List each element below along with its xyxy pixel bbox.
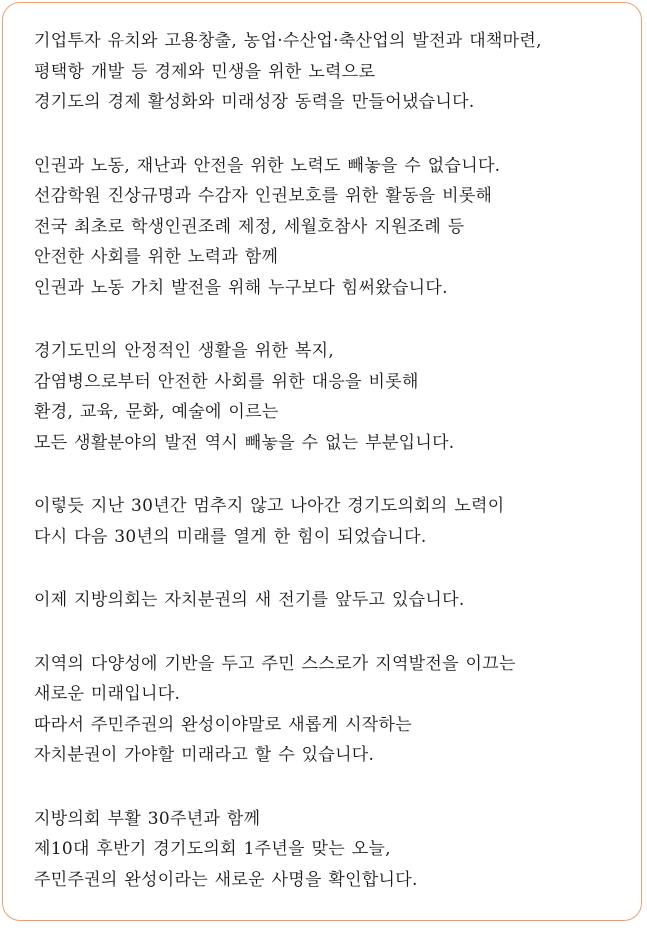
text-line: 경기도민의 안정적인 생활을 위한 복지,	[34, 341, 335, 361]
text-line: 지역의 다양성에 기반을 두고 주민 스스로가 지역발전을 이끄는	[34, 653, 516, 674]
text-line: 지방의회 부활 30주년과 함께	[34, 808, 261, 829]
paragraph-4	[34, 491, 640, 552]
text-line: 주민주권의 완성이라는 새로운 사명을 확인합니다.	[34, 869, 418, 890]
text-line: 새로운 미래입니다.	[34, 684, 181, 704]
text-line: 환경, 교육, 문화, 예술에 이르는	[34, 402, 279, 422]
text-line: 경기도의 경제 활성화와 미래성장 동력을 만들어냈습니다.	[34, 92, 475, 112]
text-line: 선감학원 진상규명과 수감자 인권보호를 위한 활동을 비롯해	[34, 186, 493, 206]
text-line: 전국 최초로 학생인권조례 제정, 세월호참사 지원조례 등	[34, 216, 465, 237]
document-body	[34, 26, 640, 928]
text-line: 감염병으로부터 안전한 사회를 위한 대응을 비롯해	[34, 371, 419, 392]
text-line: 평택항 개발 등 경제와 민생을 위한 노력으로	[34, 61, 376, 82]
text-line: 따라서 주민주권의 완성이야말로 새롭게 시작하는	[34, 714, 412, 735]
text-line: 기업투자 유치와 고용창출, 농업·수산업·축산업의 발전과 대책마련,	[34, 31, 542, 51]
text-line: 제10대 후반기 경기도의회 1주년을 맞는 오늘,	[34, 839, 391, 859]
text-line: 인권과 노동 가치 발전을 위해 누구보다 힘써왔습니다.	[34, 277, 448, 298]
text-line: 안전한 사회를 위한 노력과 함께	[34, 247, 279, 267]
paragraph-1	[34, 26, 640, 118]
text-line: 모든 생활분야의 발전 역시 빼놓을 수 없는 부분입니다.	[34, 432, 455, 453]
paragraph-7	[34, 804, 640, 896]
text-line: 인권과 노동, 재난과 안전을 위한 노력도 빼놓을 수 없습니다.	[34, 155, 501, 176]
paragraph-6	[34, 649, 640, 771]
text-line: 다시 다음 30년의 미래를 열게 한 힘이 되었습니다.	[34, 526, 427, 547]
paragraph-5	[34, 585, 640, 616]
paragraph-2	[34, 151, 640, 304]
text-line: 이제 지방의회는 자치분권의 새 전기를 앞두고 있습니다.	[34, 590, 465, 610]
text-line: 자치분권이 가야할 미래라고 할 수 있습니다.	[34, 745, 375, 765]
text-line: 이렇듯 지난 30년간 멈추지 않고 나아간 경기도의회의 노력이	[34, 496, 505, 516]
paragraph-3	[34, 336, 640, 458]
